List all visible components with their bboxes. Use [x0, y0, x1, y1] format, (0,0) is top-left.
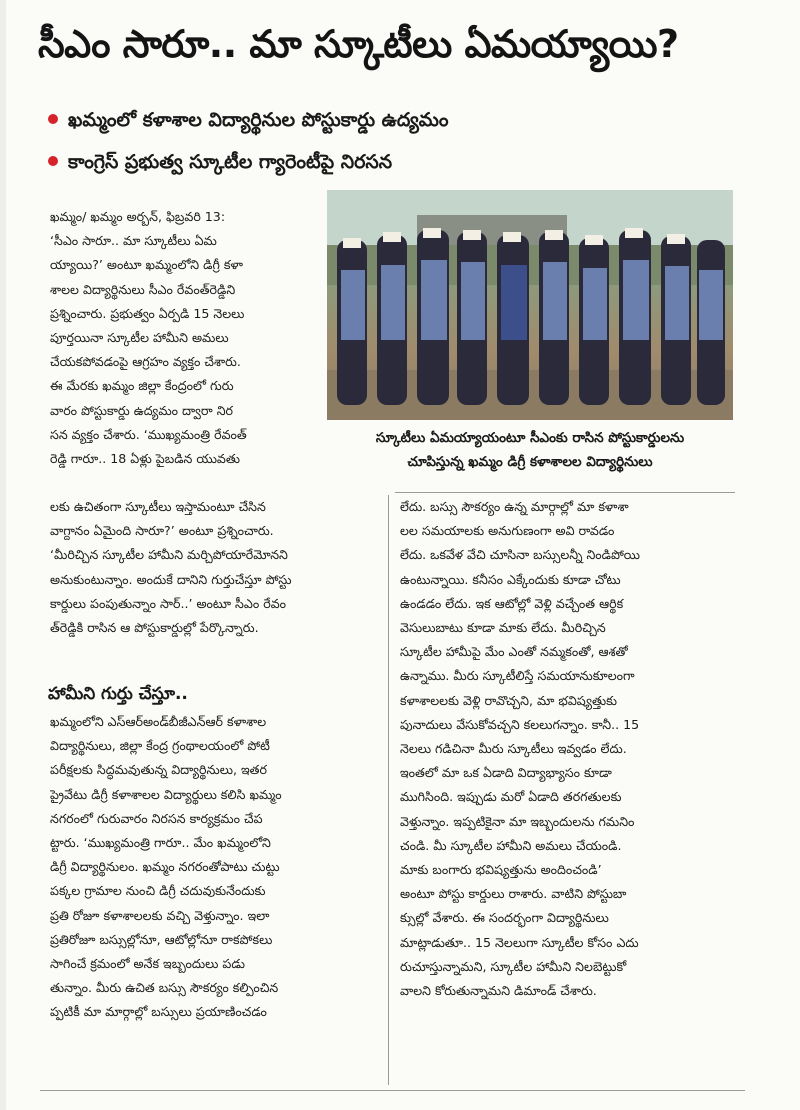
bullet-text-1: ఖమ్మంలో కళాశాల విద్యార్థినుల పోస్టుకార్డు ఉద్యమం — [68, 109, 449, 131]
bullet-dot-icon — [48, 114, 58, 124]
column-divider-horizontal — [395, 492, 735, 493]
bottom-rule — [40, 1090, 745, 1091]
article-headline: సీఎం సారూ.. మా స్కూటీలు ఏమయ్యాయి? — [38, 22, 679, 66]
article-body-right-column: లేదు. బస్సు సౌకర్యం ఉన్న మార్గాల్లో మా కళాశా లల సమయాలకు అనుగుణంగా అవి రావడం లేదు. ఒకవేళ వేచి చూసినా బస్సులన్నీ నిండిపోయి ఉంటున్నాయి. కనీసం ఎక్కేందుకు కూడా చోటు ఉండడం లేదు. ఇక ఆటోల్లో వెళ్లి వచ్చేంత ఆర్థిక వెసులుబాటు కూడా మాకు లేదు. మీరిచ్చిన స్కూటీల హామీపై మేం ఎంతో నమ్మకంతో, ఆశతో ఉన్నాము. మీరు స్కూటీలిస్తే సమయానుకూలంగా కళాశాలలకు వెళ్లి రావొచ్చని, మా భవిష్యత్తుకు పునాదులు వేసుకోవచ్చని కలలుగన్నాం. కానీ.. 15 నెలలు గడిచినా మీరు స్కూటీలు ఇవ్వడం లేదు. ఇంతలో మా ఒక ఏడాది విద్యాభ్యాసం కూడా ముగిసింది. ఇప్పుడు మరో ఏడాది తరగతులకు వెళ్తున్నాం. ఇప్పటికైనా మా ఇబ్బందులను గమనిం చండి. మీ స్కూటీల హామీని అమలు చేయండి. మాకు బంగారు భవిష్యత్తును అందించండి’ అంటూ పోస్టు కార్డులు రాశారు. వాటిని పోస్టుబా క్సుల్లో వేశారు. ఈ సందర్భంగా విద్యార్థినులు మాట్లాడుతూ.. 15 నెలలుగా స్కూటీల కోసం ఎదు రుచూస్తున్నామని, స్కూటీల హామీని నిలబెట్టుకో వాలని కోరుతున్నామని డిమాండ్ చేశారు. — [400, 499, 641, 999]
subhead-bullet-1 — [48, 104, 768, 136]
bullet-text-2: కాంగ్రెస్ ప్రభుత్వ స్కూటీల గ్యారెంటీపై నిరసన — [68, 151, 393, 173]
students-photo-illustration — [327, 190, 733, 420]
page-edge — [0, 0, 6, 1110]
section-subheading: హామీని గుర్తు చేస్తూ.. — [48, 684, 188, 704]
subhead-bullet-2 — [48, 146, 768, 178]
article-body-intro: ఖమ్మం/ ఖమ్మం అర్బన్, ఫిబ్రవరి 13: ‘సీఎం సారూ.. మా స్కూటీలు ఏమ య్యాయి?’ అంటూ ఖమ్మంలోని డిగ్రీ కళా శాలల విద్యార్థినులు సీఎం రేవంత్‌రెడ్డిని ప్రశ్నించారు. ప్రభుత్వం ఏర్పడి 15 నెలలు పూర్తయినా స్కూటీల హామీని అమలు చేయకపోవడంపై ఆగ్రహం వ్యక్తం చేశారు. ఈ మేరకు ఖమ్మం జిల్లా కేంద్రంలో గురు వారం పోస్టుకార్డు ఉద్యమం ద్వారా నిర సన వ్యక్తం చేశారు. ‘ముఖ్యమంత్రి రేవంత్ రెడ్డి గారూ.. 18 ఏళ్లు పైబడిన యువతు — [50, 209, 247, 467]
bullet-dot-icon — [48, 156, 58, 166]
news-photo — [327, 190, 733, 420]
article-body-continued: లకు ఉచితంగా స్కూటీలు ఇస్తామంటూ చేసిన వాగ్దానం ఏమైంది సారూ?’ అంటూ ప్రశ్నించారు. ‘మీరిచ్చిన స్కూటీల హామీని మర్చిపోయారేమోనని అనుకుంటున్నాం. అందుకే దానిని గుర్తుచేస్తూ పోస్టు కార్డులు పంపుతున్నాం సార్..’ అంటూ సీఎం రేవం త్‌రెడ్డికి రాసిన ఆ పోస్టుకార్డుల్లో పేర్కొన్నారు. — [50, 499, 292, 636]
column-divider-vertical — [388, 495, 389, 1085]
photo-caption: స్కూటీలు ఏమయ్యాయంటూ సీఎంకు రాసిన పోస్టుకార్డులను చూపిస్తున్న ఖమ్మం డిగ్రీ కళాశాలల విద్యార్థినులు — [375, 430, 685, 470]
article-body-section: ఖమ్మంలోని ఎస్‌ఆర్‌అండ్‌బీజీఎన్‌ఆర్ కళాశాల విద్యార్థినులు, జిల్లా కేంద్ర గ్రంథాలయంలో పోటీ పరీక్షలకు సిద్ధమవుతున్న విద్యార్థినులు, ఇతర ప్రైవేటు డిగ్రీ కళాశాలల విద్యార్థులు కలిసి ఖమ్మం నగరంలో గురువారం నిరసన కార్యక్రమం చేప ట్టారు. ‘ముఖ్యమంత్రి గారూ.. మేం ఖమ్మంలోని డిగ్రీ విద్యార్థినులం. ఖమ్మం నగరంతోపాటు చుట్టు పక్కల గ్రామాల నుంచి డిగ్రీ చదువుకునేందుకు ప్రతి రోజూ కళాశాలలకు వచ్చి వెళ్తున్నాం. ఇలా ప్రతిరోజూ బస్సుల్లోనూ, ఆటోల్లోనూ రాకపోకలు సాగించే క్రమంలో అనేక ఇబ్బందులు పడు తున్నాం. మీరు ఉచిత బస్సు సౌకర్యం కల్పించిన ప్పటికీ మా మార్గాల్లో బస్సులు ప్రయాణించడం — [50, 714, 282, 1020]
